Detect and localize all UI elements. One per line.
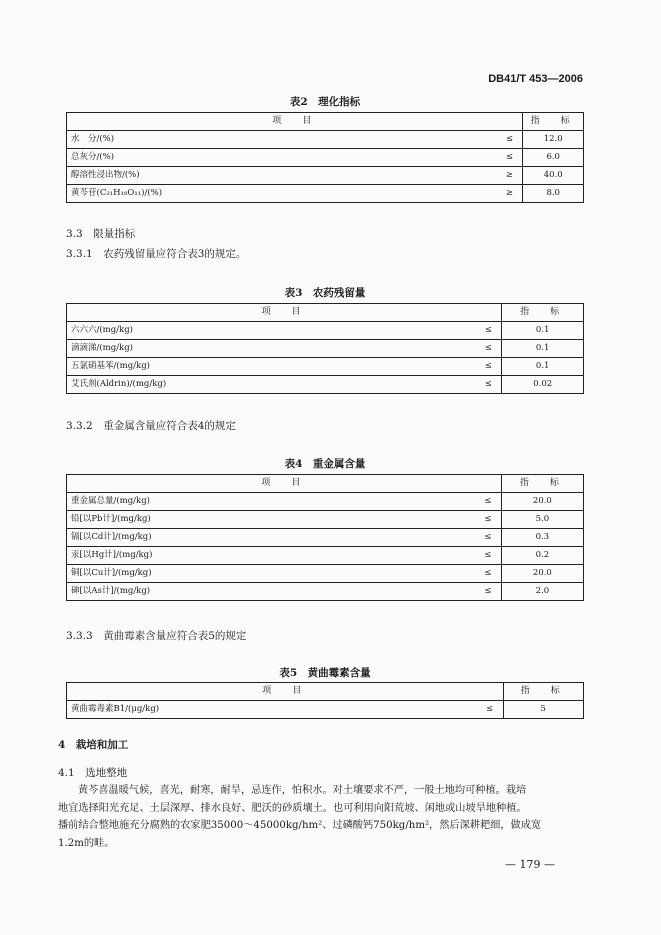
table4-row-cmp: ≤ [475, 529, 502, 547]
table4-row-value: 0.3 [501, 529, 583, 547]
paragraph-4-1 [58, 782, 598, 852]
table4-row-value: 5.0 [501, 511, 583, 529]
paragraph-line: 播前结合整地施充分腐熟的农家肥35000～45000kg/hm²、过磷酸钙750kg/hm²，然后深耕耙细，做成宽 [58, 820, 542, 832]
table5-col-item: 项 目 [67, 683, 504, 701]
section-3-3-1: 3.3.1 农药残留量应符合表3的规定。 [66, 248, 247, 260]
table-row [67, 149, 584, 167]
table3-row-item: 五氯硝基苯/(mg/kg) [67, 358, 476, 376]
section-3-3-2: 3.3.2 重金属含量应符合表4的规定 [66, 420, 236, 432]
table3-row-cmp: ≤ [475, 340, 502, 358]
table3-row-cmp: ≤ [475, 376, 502, 394]
table-row [67, 547, 584, 565]
table-row [67, 185, 584, 203]
table4-caption: 表4 重金属含量 [284, 458, 366, 470]
section-4: 4 栽培和加工 [58, 739, 129, 751]
section-3-3: 3.3 限量指标 [66, 228, 136, 240]
table-row [67, 131, 584, 149]
section-4-1: 4.1 选地整地 [58, 767, 128, 779]
table2-col-item: 项 目 [67, 113, 523, 131]
table5-col-index: 指 标 [503, 683, 583, 701]
table4-row-cmp: ≤ [475, 565, 502, 583]
table4-col-index: 指 标 [501, 475, 583, 493]
table-row [67, 583, 584, 601]
table4 [66, 474, 584, 601]
table4-row-cmp: ≤ [475, 493, 502, 511]
table3-row-cmp: ≤ [475, 358, 502, 376]
table3-row-item: 滴滴涕/(mg/kg) [67, 340, 476, 358]
paragraph-line: 黄芩喜温暖气候，喜光，耐寒，耐旱，忌连作，怕积水。对土壤要求不严，一般土地均可种植。栽培 [78, 785, 527, 796]
table-row [67, 493, 584, 511]
table-row [67, 529, 584, 547]
table2-caption: 表2 理化指标 [289, 96, 361, 108]
table-row [67, 358, 584, 376]
table4-row-item: 汞[以Hg计]/(mg/kg) [67, 547, 475, 565]
table4-row-item: 重金属总量/(mg/kg) [67, 493, 475, 511]
table2-row-cmp: ≤ [496, 131, 523, 149]
table2-row-value: 12.0 [523, 131, 584, 149]
table2-row-value: 8.0 [523, 185, 584, 203]
table4-row-cmp: ≤ [475, 547, 502, 565]
table4-row-item: 铅[以Pb计]/(mg/kg) [67, 511, 475, 529]
paragraph-line: 1.2m的畦。 [58, 837, 115, 849]
table2-row-item: 水 分/(%) [67, 131, 497, 149]
table4-row-cmp: ≤ [475, 583, 502, 601]
table2-row-item: 黄芩苷(C₂₁H₁₈O₁₁)/(%) [67, 185, 497, 203]
table3-col-item: 项 目 [67, 304, 502, 322]
table-row [67, 701, 584, 719]
table3-row-item: 六六六/(mg/kg) [67, 322, 476, 340]
table2-row-value: 6.0 [523, 149, 584, 167]
table4-row-value: 20.0 [501, 493, 583, 511]
table-row [67, 511, 584, 529]
table5-row-item: 黄曲霉毒素B1/(μg/kg) [67, 701, 477, 719]
table2-row-cmp: ≥ [496, 167, 523, 185]
table4-row-item: 镉[以Cd计]/(mg/kg) [67, 529, 475, 547]
table4-row-item: 砷[以As计]/(mg/kg) [67, 583, 475, 601]
table4-row-item: 铜[以Cu计]/(mg/kg) [67, 565, 475, 583]
table-row [67, 376, 584, 394]
table3-row-value: 0.1 [502, 340, 584, 358]
table3-row-value: 0.1 [502, 358, 584, 376]
table3-row-item: 艾氏剂(Aldrin)/(mg/kg) [67, 376, 476, 394]
table3-row-value: 0.1 [502, 322, 584, 340]
table2 [66, 112, 584, 203]
table3-caption: 表3 农药残留量 [284, 287, 366, 299]
table3-col-index: 指 标 [502, 304, 584, 322]
table4-row-value: 0.2 [501, 547, 583, 565]
table3-row-value: 0.02 [502, 376, 584, 394]
table2-row-cmp: ≥ [496, 185, 523, 203]
table-row [67, 322, 584, 340]
table5-caption: 表5 黄曲霉素含量 [279, 667, 371, 679]
page-number: — 179 — [505, 858, 555, 871]
table2-row-item: 总灰分/(%) [67, 149, 497, 167]
table2-row-value: 40.0 [523, 167, 584, 185]
table5-row-value: 5 [503, 701, 583, 719]
table4-col-item: 项 目 [67, 475, 502, 493]
table5 [66, 682, 584, 719]
table-row [67, 565, 584, 583]
table2-col-index: 指 标 [523, 113, 584, 131]
table4-row-value: 20.0 [501, 565, 583, 583]
table3 [66, 303, 584, 394]
table2-row-item: 醇溶性浸出物/(%) [67, 167, 497, 185]
standard-number: DB41/T 453—2006 [488, 73, 583, 85]
table3-row-cmp: ≤ [475, 322, 502, 340]
table2-row-cmp: ≤ [496, 149, 523, 167]
table4-row-cmp: ≤ [475, 511, 502, 529]
table-row [67, 167, 584, 185]
table4-row-value: 2.0 [501, 583, 583, 601]
paragraph-line: 地宜选择阳光充足、土层深厚、排水良好、肥沃的砂质壤土。也可利用向阳荒坡、闲地或山坡旱地种植。 [58, 802, 527, 814]
section-3-3-3: 3.3.3 黄曲霉素含量应符合表5的规定 [66, 630, 247, 642]
table-row [67, 340, 584, 358]
table5-row-cmp: ≤ [477, 701, 504, 719]
